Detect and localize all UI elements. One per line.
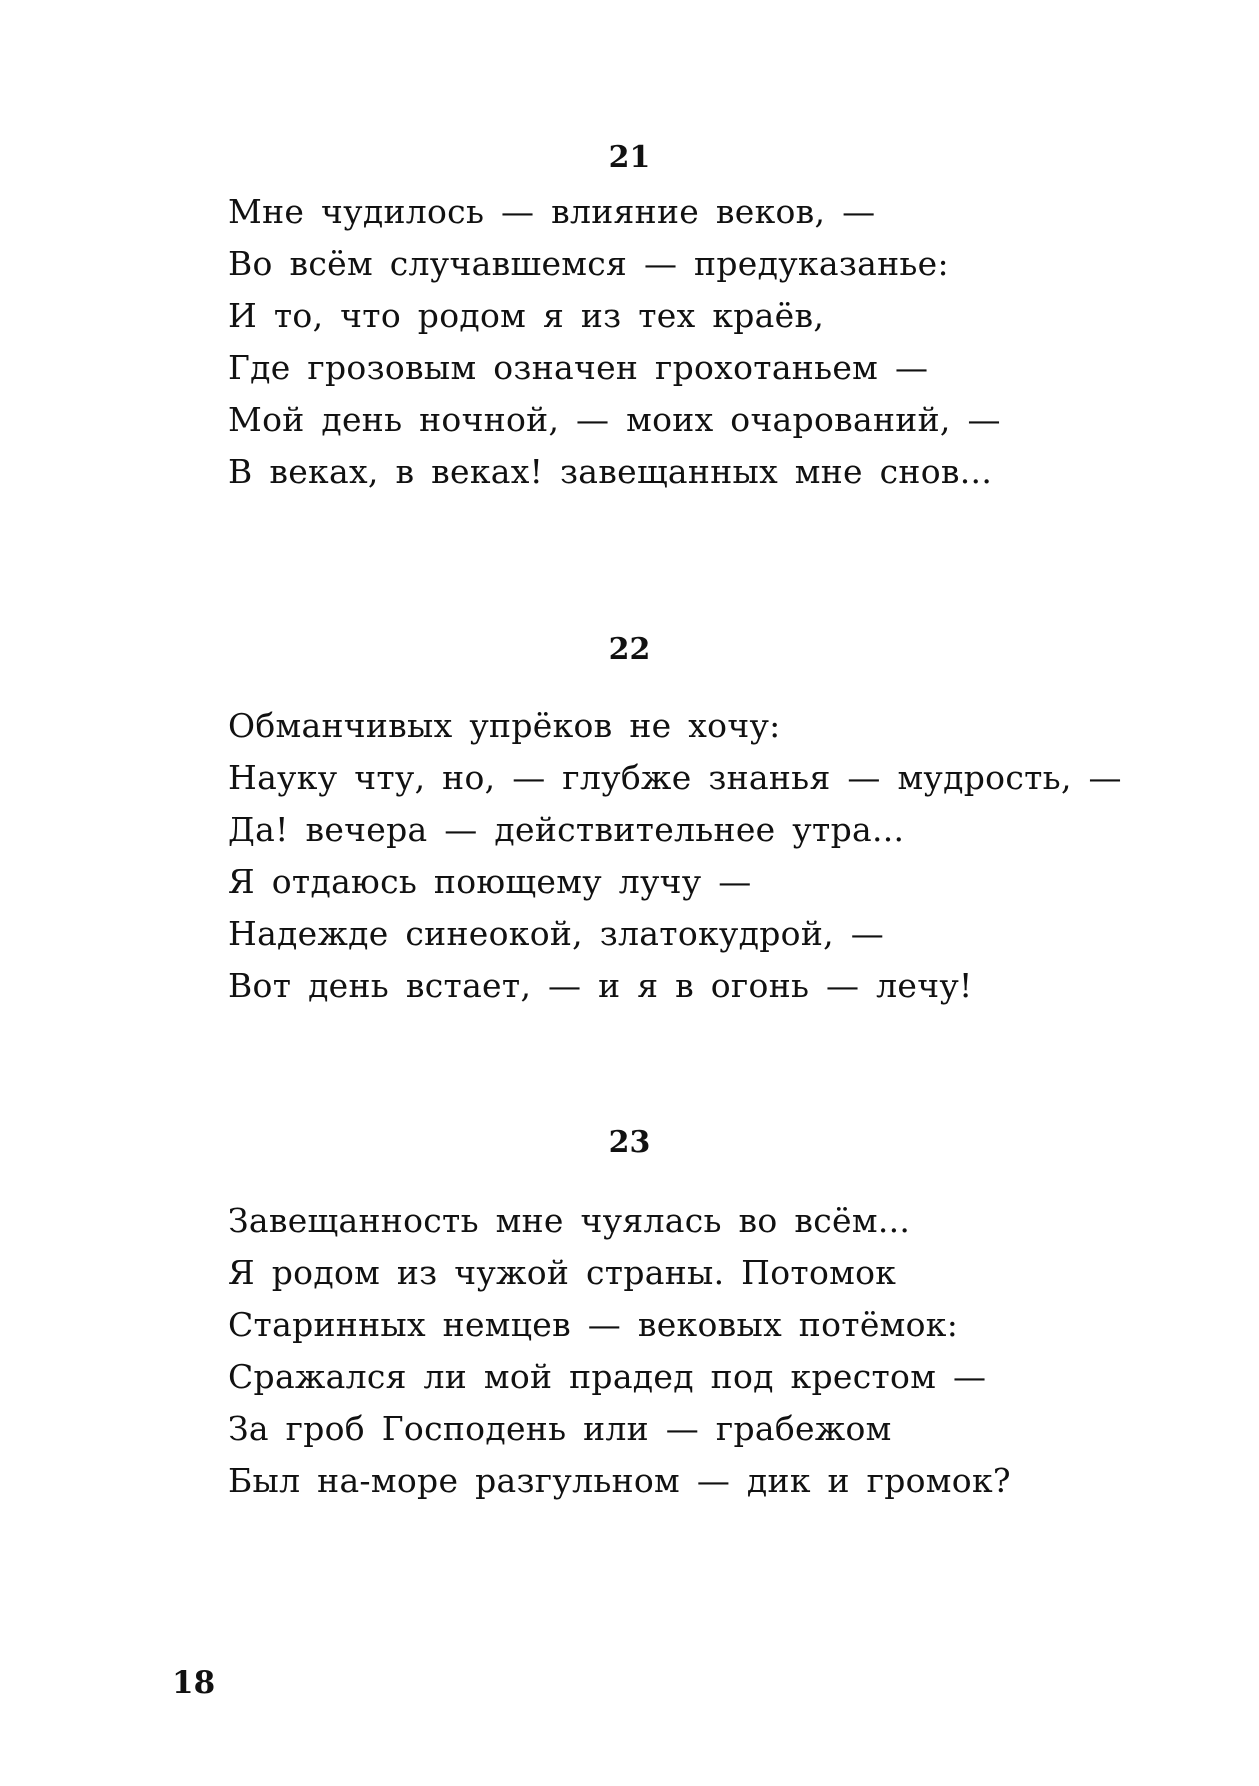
verse-line: Мне чудилось — влияние веков, — xyxy=(228,192,876,231)
verse-line: Я родом из чужой страны. Потомок xyxy=(228,1253,897,1292)
poem-number: 21 xyxy=(608,140,651,175)
stanza xyxy=(228,186,1128,498)
verse-line: Я отдаюсь поющему лучу — xyxy=(228,862,752,901)
verse-line: И то, что родом я из тех краёв, xyxy=(228,296,825,335)
verse-line: Старинных немцев — вековых потёмок: xyxy=(228,1305,959,1344)
verse-line: Да! вечера — действительнее утра... xyxy=(228,810,905,849)
verse-line: Науку чту, но, — глубже знанья — мудрость, — xyxy=(228,758,1122,797)
poem-number: 23 xyxy=(608,1125,651,1160)
page-number: 18 xyxy=(172,1665,216,1701)
verse-line: Во всём случавшемся — предуказанье: xyxy=(228,244,949,283)
verse-line: Сражался ли мой прадед под крестом — xyxy=(228,1357,987,1396)
verse-line: Завещанность мне чуялась во всём... xyxy=(228,1201,911,1240)
poem-number: 22 xyxy=(608,632,651,667)
verse-line: Был на-море разгульном — дик и громок? xyxy=(228,1461,1011,1500)
verse-line: Где грозовым означен грохотаньем — xyxy=(228,348,929,387)
verse-line: В веках, в веках! завещанных мне снов... xyxy=(228,452,993,491)
verse-line: Обманчивых упрёков не хочу: xyxy=(228,706,781,745)
verse-line: За гроб Господень или — грабежом xyxy=(228,1409,892,1448)
stanza xyxy=(228,700,1128,1012)
verse-line: Мой день ночной, — моих очарований, — xyxy=(228,400,1001,439)
verse-line: Вот день встает, — и я в огонь — лечу! xyxy=(228,966,973,1005)
stanza xyxy=(228,1195,1128,1507)
verse-line: Надежде синеокой, златокудрой, — xyxy=(228,914,885,953)
